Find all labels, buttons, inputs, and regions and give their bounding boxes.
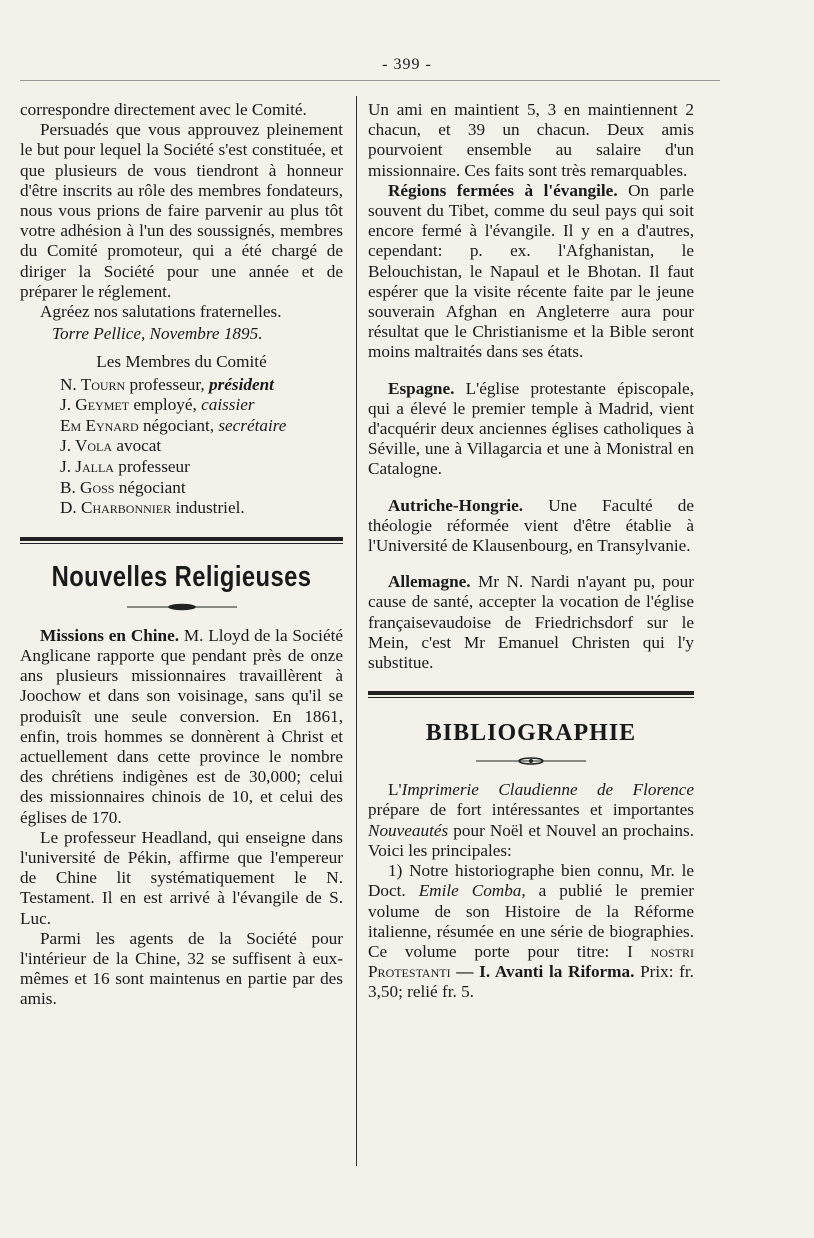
- paragraph-salutations: Agréez nos salutations fraternelles.: [40, 302, 282, 322]
- member-item: J. Geymet employé, caissier: [60, 395, 255, 415]
- section-title-bibliographie: BIBLIOGRAPHIE: [425, 720, 637, 747]
- ornament-divider: [127, 602, 237, 612]
- member-item: J. Vola avocat: [60, 436, 162, 456]
- page-number: - 399 -: [382, 56, 432, 73]
- members-title: Les Membres du Comité: [96, 352, 267, 372]
- member-item: D. Charbonnier industriel.: [60, 498, 245, 518]
- paragraph-imprimerie: L'Imprimerie Claudienne de Florence prépare de fort intéressantes et importantes Nouveautés pour Noël et Nouvel an prochains. Voici les principales:: [368, 780, 694, 860]
- member-item: J. Jalla professeur: [60, 457, 190, 477]
- section-rule-thick: [368, 691, 694, 695]
- member-item: B. Goss négociant: [60, 477, 186, 497]
- column-divider: [356, 96, 357, 1166]
- paragraph-missions: Missions en Chine. M. Lloyd de la Société Anglicane rapporte que pendant près de onze ans plusieurs missionnaires travaillèrent à Joochow et dans son voisinage, sans qu'il se produisît une seule conversion. En 1861, enfin, trois hommes se donnèrent à Christ et actuellement dans cette province le nombre des chrétiens indigènes est de 30,000; celui des missionnaires chinois de 10, et celui des églises de 170.: [20, 625, 343, 827]
- paragraph-regions: Régions fermées à l'évangile. On parle souvent du Tibet, comme du seul pays qui soit encore fermé à l'évangile. Il y en a d'autres, cependant: p. ex. l'Afghanistan, le Belouchistan, le Napaul et le Bhotan. Il faut espérer que la visite récente faite par le jeune souverain Afghan en Angleterre aura pour résultat que le Christianisme et la Bible seront moins maltraités dans ses états.: [368, 180, 694, 362]
- section-rule-thin: [368, 697, 694, 698]
- paragraph-persuades: Persuadés que vous approuvez pleinement le but pour lequel la Société s'est constituée, et que plusieurs de vous tiendront à honneur d'être inscrits au rôle des membres fondateurs, nous vous prions de faire parvenir au plus tôt votre adhésion à l'un des soussignés, membres du Comité promoteur, qui a été chargé de diriger la Société pour une année et de préparer le réglement.: [20, 120, 343, 301]
- paragraph-comba: 1) Notre historiographe bien connu, Mr. le Doct. Emile Comba, a publié le premier volume de son Histoire de la Réforme italienne, résumée en une série de biographies. Ce volume porte pour titre: I nostri Protestanti — I. Avanti la Riforma. Prix: fr. 3,50; relié fr. 5.: [368, 861, 695, 1002]
- right-column: [368, 100, 694, 1003]
- members-list: [20, 375, 343, 519]
- paragraph-espagne: Espagne. L'église protestante épiscopale, qui a élevé le premier temple à Madrid, vient d'acquérir deux anciennes églises catholiques à Séville, une à Villagarcia et une à Monistral en Catalogne.: [368, 378, 694, 479]
- paragraph-agents: Parmi les agents de la Société pour l'intérieur de la Chine, 32 se suffisent à eux-mêmes et 16 sont maintenus en partie par des amis.: [20, 928, 343, 1009]
- member-item: Em Eynard négociant, secrétaire: [60, 415, 287, 435]
- left-column: [20, 100, 343, 1010]
- paragraph-autriche: Autriche-Hongrie. Une Faculté de théologie réformée vient d'être établie à l'Université de Klausenbourg, en Transylvanie.: [368, 495, 694, 556]
- paragraph-headland: Le professeur Headland, qui enseigne dans l'université de Pékin, affirme que l'empereur de Chine lit systématiquement le N. Testament. Il en est arrivé à l'évangile de S. Luc.: [20, 827, 343, 928]
- paragraph-allemagne: Allemagne. Mr N. Nardi n'ayant pu, pour cause de santé, accepter la vocation de l'église françaisevaudoise de Friedrichsdorf sur le Mein, c'est Mr Emanuel Christen qui l'y substitue.: [368, 572, 694, 673]
- member-item: N. Tourn professeur, président: [60, 374, 274, 394]
- paragraph-ami: Un ami en maintient 5, 3 en maintiennent 2 chacun, et 39 un chacun. Deux amis pourvoient ensemble au salaire d'un missionnaire. Ces faits sont très remarquables.: [368, 100, 694, 180]
- ornament-divider: [476, 756, 586, 766]
- header-rule: [20, 80, 720, 81]
- section-rule-thick: [20, 537, 343, 541]
- paragraph-correspondre: correspondre directement avec le Comité.: [20, 100, 307, 119]
- signoff-place-date: Torre Pellice, Novembre 1895.: [52, 324, 263, 344]
- section-title-nouvelles: Nouvelles Religieuses: [51, 560, 312, 593]
- section-rule-thin: [20, 543, 343, 544]
